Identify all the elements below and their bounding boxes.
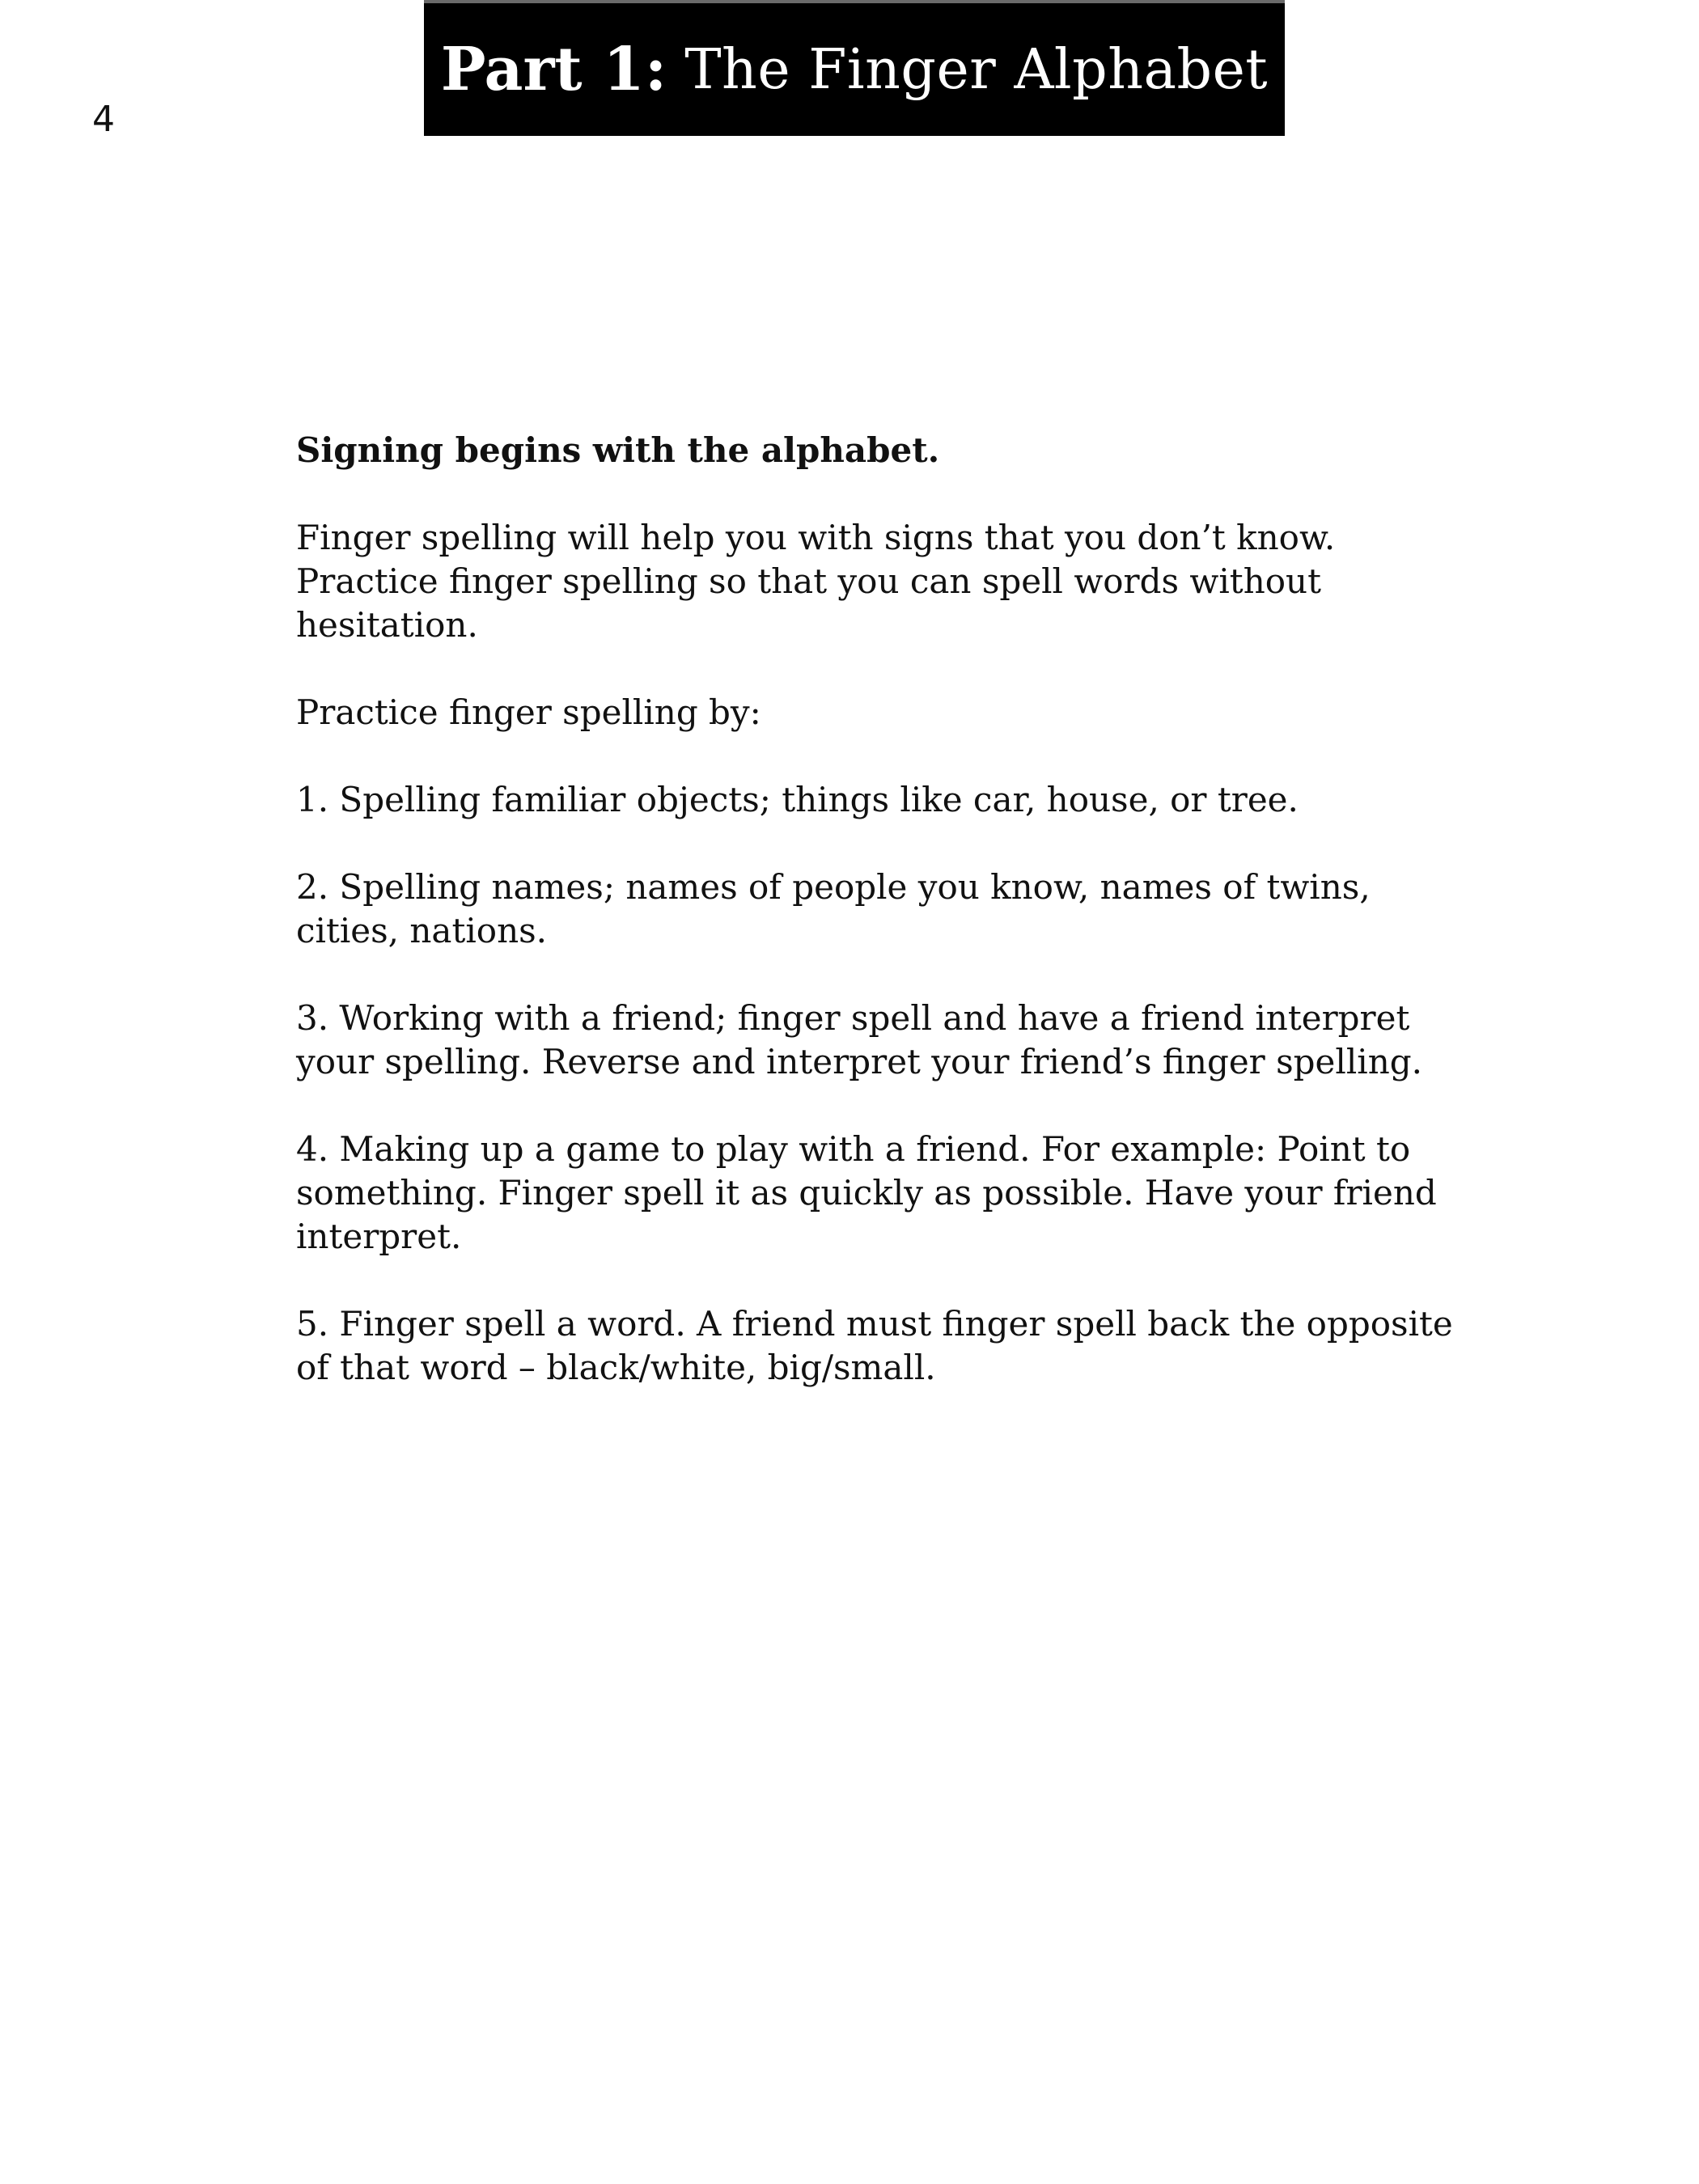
intro-paragraph: Finger spelling will help you with signs that you don’t know. Practice finger spelling so that you can spell words without hesitation. [296,518,1336,645]
chapter-part-label: Part 1: [440,35,667,104]
list-item: 5. Finger spell a word. A friend must finger spell back the opposite of that word – black/white, big/small. [296,1304,1453,1387]
practice-heading: Practice finger spelling by: [296,692,761,732]
list-item: 3. Working with a friend; finger spell and have a friend interpret your spelling. Reverse and interpret your friend’s finger spelling. [296,998,1422,1081]
chapter-title: The Finger Alphabet [684,37,1269,102]
body-text [296,429,1477,1433]
list-item: 4. Making up a game to play with a friend. For example: Point to something. Finger spell it as quickly as possible. Have your friend interpret. [296,1129,1437,1256]
list-item: 1. Spelling familiar objects; things like car, house, or tree. [296,780,1299,819]
list-item: 2. Spelling names; names of people you know, names of twins, cities, nations. [296,867,1371,950]
page-number: 4 [92,99,115,140]
chapter-header [424,0,1285,136]
lead-sentence: Signing begins with the alphabet. [296,430,940,470]
